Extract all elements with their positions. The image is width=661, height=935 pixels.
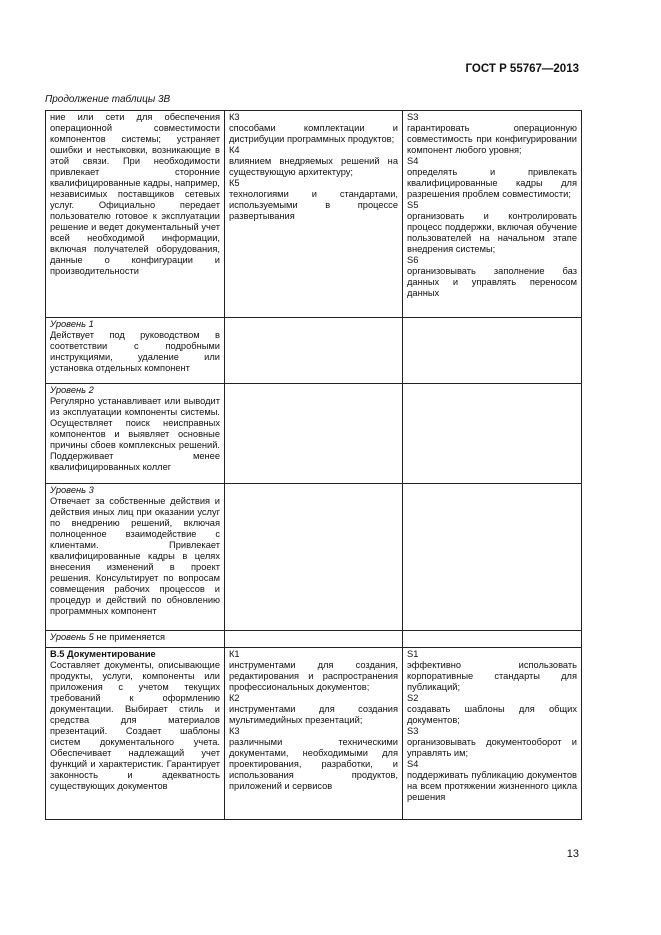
table-row	[46, 631, 582, 648]
knowledge-code: К1	[229, 649, 240, 659]
section-b5-text: Составляет документы, описывающие продукты, услуги, компоненты или приложения с учетом текущих требований к оформлению документации. Выбирает стиль и средства для материалов презентаций. Создает шаблоны систем документального учета. Обеспечивает надлежащий учет функций и характеристик. Гарантирует законность и адекватность существующих документов	[50, 660, 220, 791]
description-text: ние или сети для обеспечения операционной совместимости компонентов системы; устраняет ошибки и нестыковки, возникающие в этой связи. При необходимости привлекает сторонние квалифицированные кадры, например, независимых поставщиков сетевых услуг. Официально передает пользователю готовое к эксплуатации решение и ведет документальный учет всей необходимой информации, включая получателей оборудования, данные о конфигурации и производительности	[50, 112, 221, 276]
section-b5-title: В.5 Документирование	[50, 649, 156, 659]
level-1-cell	[46, 318, 225, 384]
skill-code: S3	[407, 112, 419, 122]
table-row	[46, 318, 582, 384]
skill-code: S4	[407, 759, 419, 769]
level-2-title: Уровень 2	[50, 385, 94, 395]
level-3-cell	[46, 484, 225, 631]
knowledge-text: различными техническими документами, необходимыми для проектирования, разработки, и использования продуктов, приложений и сервисов	[229, 737, 398, 791]
skill-text: создавать шаблоны для общих документов;	[407, 704, 577, 725]
empty-cell	[403, 484, 582, 631]
empty-cell	[403, 631, 582, 648]
level-2-cell	[46, 384, 225, 484]
table-continuation-caption: Продолжение таблицы 3В	[45, 94, 171, 105]
skill-code: S1	[407, 649, 419, 659]
section-b5-cell	[46, 648, 225, 820]
level-5-text: не применяется	[93, 632, 166, 642]
empty-cell	[403, 318, 582, 384]
skill-code: S5	[407, 200, 419, 210]
knowledge-text: инструментами для создания, редактирования и распространения профессиональных документов;	[229, 660, 398, 692]
level-1-title: Уровень 1	[50, 319, 94, 329]
empty-cell	[225, 318, 403, 384]
knowledge-code: К5	[229, 178, 240, 188]
knowledge-code: К3	[229, 112, 240, 122]
level-3-title: Уровень 3	[50, 485, 94, 495]
knowledge-text: влиянием внедряемых решений на существующую архитектуру;	[229, 156, 398, 177]
level-5-title: Уровень 5	[50, 632, 94, 642]
table-row	[46, 648, 582, 820]
empty-cell	[403, 384, 582, 484]
empty-cell	[225, 484, 403, 631]
level-2-text: Регулярно устанавливает или выводит из эксплуатации компоненты системы. Осуществляет поиск неисправных компонентов и выявляет основные причины сбоев комплексных решений. Поддерживает менее квалифицированных коллег	[50, 396, 220, 472]
standard-number: ГОСТ Р 55767—2013	[465, 63, 579, 75]
skill-text: организовать и контролировать процесс поддержки, включая обучение пользователей на начальном этапе внедрения системы;	[407, 211, 577, 254]
competence-table	[45, 110, 582, 820]
skills-cell	[403, 648, 582, 820]
knowledge-cell	[225, 111, 403, 318]
skill-text: эффективно использовать корпоративные стандарты для публикаций;	[407, 660, 577, 692]
table-row	[46, 384, 582, 484]
skill-code: S2	[407, 693, 419, 703]
knowledge-text: способами комплектации и дистрибуции программных продуктов;	[229, 123, 398, 144]
empty-cell	[225, 631, 403, 648]
skill-text: поддерживать публикацию документов на всем протяжении жизненного цикла решения	[407, 770, 577, 802]
table-row	[46, 484, 582, 631]
skill-text: организовывать заполнение баз данных и управлять переносом данных	[407, 266, 577, 298]
skill-code: S3	[407, 726, 419, 736]
skill-code: S4	[407, 156, 419, 166]
skill-code: S6	[407, 255, 419, 265]
knowledge-text: технологиями и стандартами, используемыми в процессе развертывания	[229, 189, 398, 221]
table-row	[46, 111, 582, 318]
level-5-cell	[46, 631, 225, 648]
level-1-text: Действует под руководством в соответствии с подробными инструкциями, удаление или установка отдельных компонент	[50, 330, 220, 373]
knowledge-cell	[225, 648, 403, 820]
knowledge-code: К2	[229, 693, 240, 703]
description-cell	[46, 111, 225, 318]
empty-cell	[225, 384, 403, 484]
knowledge-text: инструментами для создания мультимедийных презентаций;	[229, 704, 398, 725]
skills-cell	[403, 111, 582, 318]
knowledge-code: К3	[229, 726, 240, 736]
knowledge-code: К4	[229, 145, 240, 155]
skill-text: организовывать документооборот и управлять им;	[407, 737, 577, 758]
level-3-text: Отвечает за собственные действия и действия иных лиц при оказании услуг по внедрению решений, включая полноценное взаимодействие с клиентами. Привлекает квалифицированные кадры в целях внесения изменений в проект решения. Консультирует по вопросам совмещения рабочих процессов и процедур и действий по обновлению программных компонент	[50, 496, 220, 616]
page-number: 13	[566, 848, 579, 860]
skill-text: гарантировать операционную совместимость при конфигурировании компонент любого уровня;	[407, 123, 577, 155]
skill-text: определять и привлекать квалифицированные кадры для разрешения проблем совместимости;	[407, 167, 577, 199]
